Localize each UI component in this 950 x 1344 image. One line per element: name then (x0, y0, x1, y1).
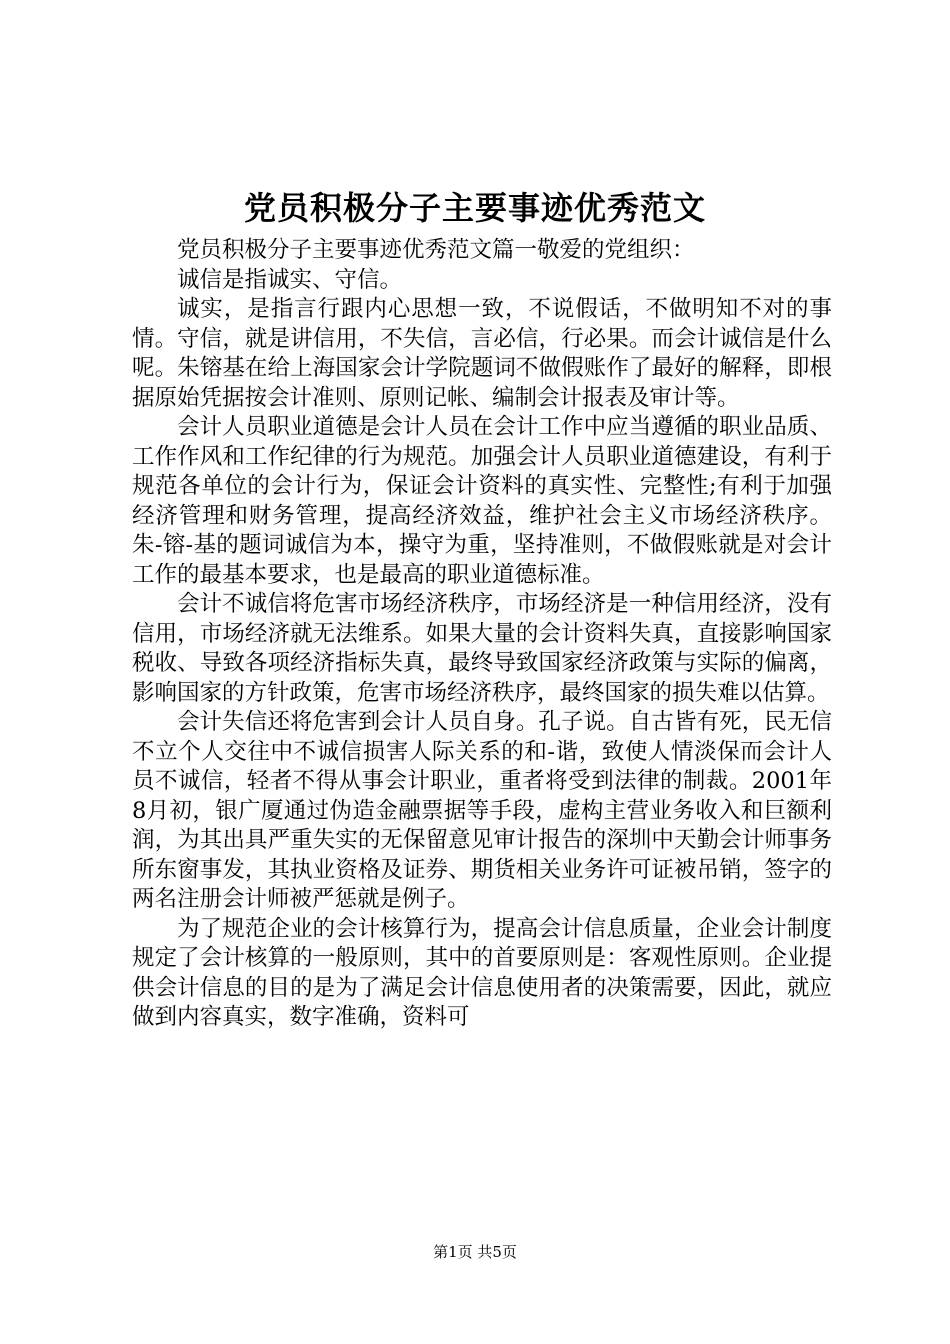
paragraph-2: 诚信是指诚实、守信。 (177, 266, 403, 293)
paragraph-1: 党员积极分子主要事迹优秀范文篇一敬爱的党组织： (177, 237, 695, 263)
paragraph-3: 诚实，是指言行跟内心思想一致，不说假话，不做明知不对的事情。守信，就是讲信用，不失信，言必信，行必果。而会计诚信是什么呢。朱镕基在给上海国家会计学院题词不做假账作了最好的解释，即根据原始凭据按会计准则、原则记帐、编制会计报表及审计等。 (132, 296, 832, 411)
page-footer: 第1页 共5页 (433, 1243, 517, 1261)
paragraph-4: 会计人员职业道德是会计人员在会计工作中应当遵循的职业品质、工作作风和工作纪律的行为规范。加强会计人员职业道德建设，有利于规范各单位的会计行为，保证会计资料的真实性、完整性;有利于加强经济管理和财务管理，提高经济效益，维护社会主义市场经济秩序。朱-镕-基的题词诚信为本，操守为重，坚持准则，不做假账就是对会计工作的最基本要求，也是最高的职业道德标准。 (132, 414, 832, 588)
paragraph-5: 会计不诚信将危害市场经济秩序，市场经济是一种信用经济，没有信用，市场经济就无法维系。如果大量的会计资料失真，直接影响国家税收、导致各项经济指标失真，最终导致国家经济政策与实际的偏离，影响国家的方针政策，危害市场经济秩序，最终国家的损失难以估算。 (132, 591, 832, 706)
paragraph-7: 为了规范企业的会计核算行为，提高会计信息质量，企业会计制度规定了会计核算的一般原则，其中的首要原则是：客观性原则。企业提供会计信息的目的是为了满足会计信息使用者的决策需要，因此，就应做到内容真实，数字准确，资料可 (132, 915, 832, 1030)
document-title: 党员积极分子主要事迹优秀范文 (243, 189, 706, 227)
document-body (132, 236, 832, 1033)
paragraph-6: 会计失信还将危害到会计人员自身。孔子说。自古皆有死，民无信不立个人交往中不诚信损害人际关系的和-谐，致使人情淡保而会计人员不诚信，轻者不得从事会计职业，重者将受到法律的制裁。2001年8月初，银广厦通过伪造金融票据等手段，虚构主营业务收入和巨额利润，为其出具严重失实的无保留意见审计报告的深圳中天勤会计师事务所东窗事发，其执业资格及证券、期货相关业务许可证被吊销，签字的两名注册会计师被严惩就是例子。 (132, 709, 832, 912)
